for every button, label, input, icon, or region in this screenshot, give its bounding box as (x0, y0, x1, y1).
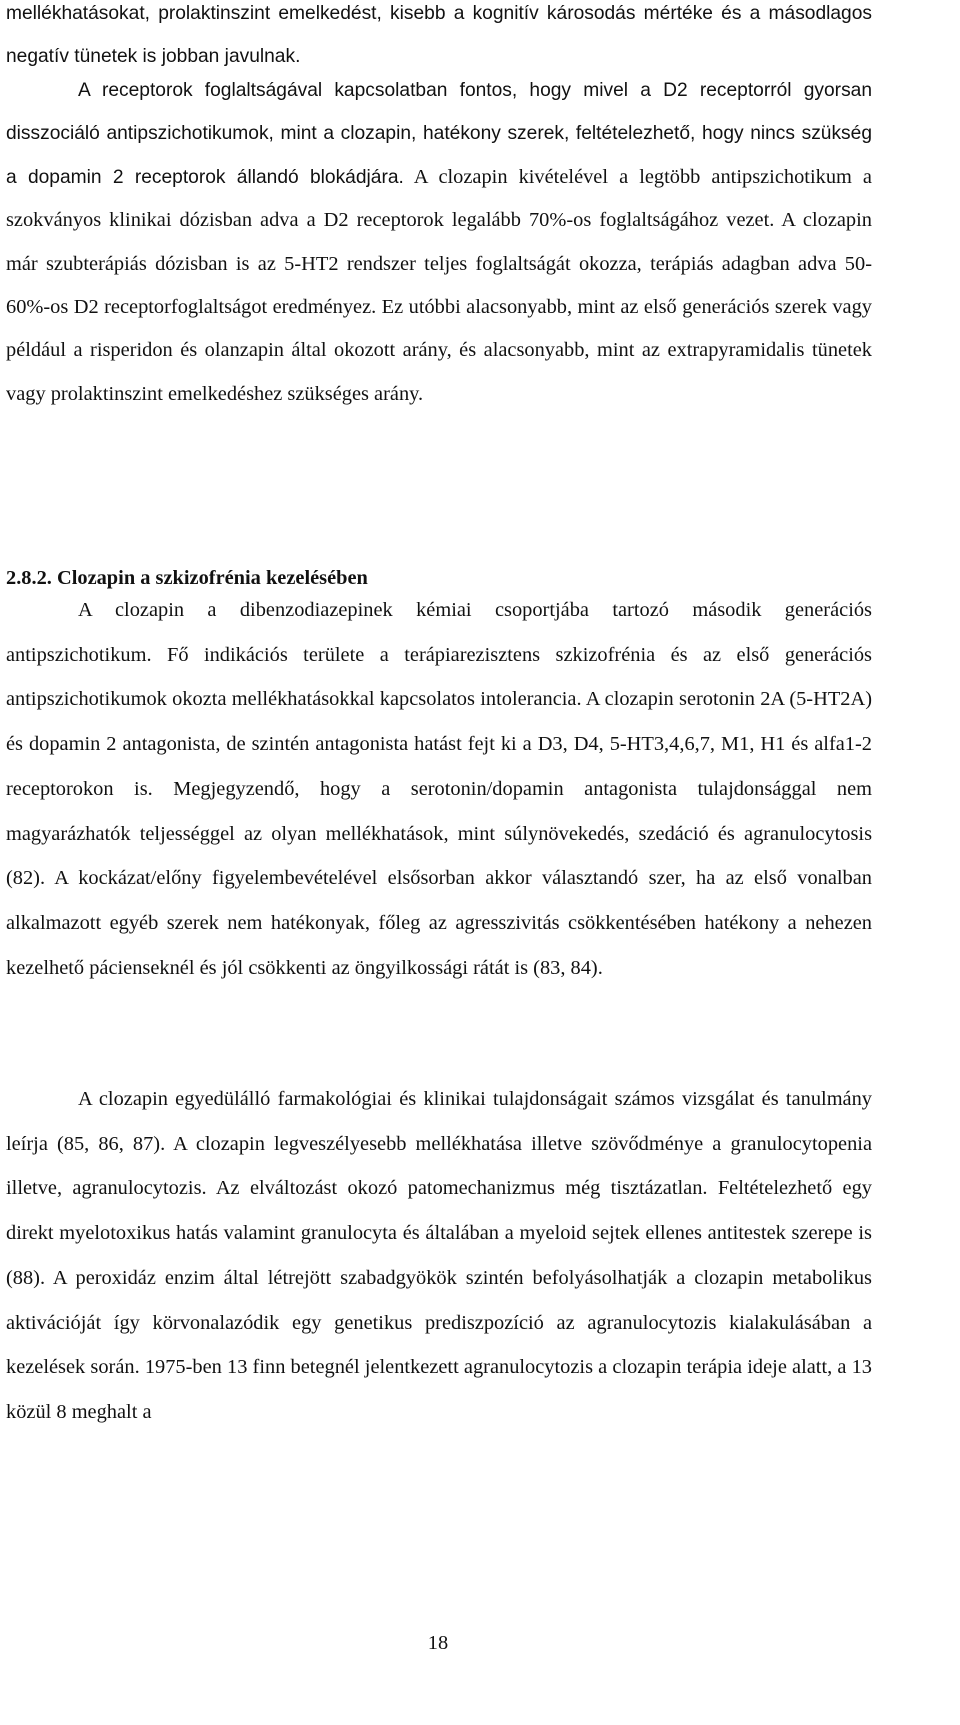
paragraph-clozapin-side-effects: A clozapin egyedülálló farmakológiai és klinikai tulajdonságait számos vizsgálat és tanulmány leírja (85, 86, 87). A clozapin legveszélyesebb mellékhatása illetve szövődménye a granulocytopenia illetve, agranulocytozis. Az elváltozást okozó patomechanizmus még tisztázatlan. Feltételezhető egy direkt myelotoxikus hatás valamint granulocyta és általában a myeloid sejtek ellenes antitestek szerepe is (88). A peroxidáz enzim által létrejött szabadgyökök szintén befolyásolhatják a clozapin metabolikus aktivációját így körvonalazódik egy genetikus prediszpozíció az agranulocytozis kialakulásában a kezelések során. 1975-ben 13 finn betegnél jelentkezett agranulocytozis a clozapin terápia ideje alatt, a 13 közül 8 meghalt a (6, 1088, 872, 1423)
page-number: 18 (427, 1632, 449, 1654)
section-heading: 2.8.2. Clozapin a szkizofrénia kezelésében (6, 567, 368, 589)
paragraph-receptor-occupancy (6, 69, 872, 416)
paragraph-continuation: mellékhatásokat, prolaktinszint emelkedést, kisebb a kognitív károsodás mértéke és a másodlagos negatív tünetek is jobban javulnak. (6, 3, 872, 68)
paragraph-segment-sans: A receptorok foglaltságával kapcsolatban fontos, hogy mivel a D2 receptorról gyorsan disszociáló antipszichotikumok, mint a clozapin, hatékony szerek, feltételezhető, hogy nincs szükség a dopamin 2 receptorok állandó blokádjára. (6, 80, 872, 188)
paragraph-segment-serif: A clozapin kivételével a legtöbb antipszichotikum a szokványos klinikai dózisban adva a D2 receptorok legalább 70%-os foglaltságához vezet. A clozapin már szubterápiás dózisban is az 5-HT2 rendszer teljes foglaltságát okozza, terápiás adagban adva 50-60%-os D2 receptorfoglaltságot eredményez. Ez utóbbi alacsonyabb, mint az első generációs szerek vagy például a risperidon és olanzapin által okozott arány, és alacsonyabb, mint az extrapyramidalis tünetek vagy prolaktinszint emelkedéshez szükséges arány. (6, 165, 872, 405)
paragraph-clozapin-intro: A clozapin a dibenzodiazepinek kémiai csoportjába tartozó második generációs antipszichotikum. Fő indikációs területe a terápiarezisztens szkizofrénia és az első generációs antipszichotikumok okozta mellékhatásokkal kapcsolatos intolerancia. A clozapin serotonin 2A (5-HT2A) és dopamin 2 antagonista, de szintén antagonista hatást fejt ki a D3, D4, 5-HT3,4,6,7, M1, H1 és alfa1-2 receptorokon is. Megjegyzendő, hogy a serotonin/dopamin antagonista tulajdonsággal nem magyarázhatók teljességgel az olyan mellékhatások, mint súlynövekedés, szedáció és agranulocytosis (82). A kockázat/előny figyelembevételével elsősorban akkor választandó szer, ha az első vonalban alkalmazott egyéb szerek nem hatékonyak, főleg az agresszivitás csökkentésében hatékony a nehezen kezelhető pácienseknél és jól csökkenti az öngyilkossági rátát is (83, 84). (6, 599, 872, 979)
